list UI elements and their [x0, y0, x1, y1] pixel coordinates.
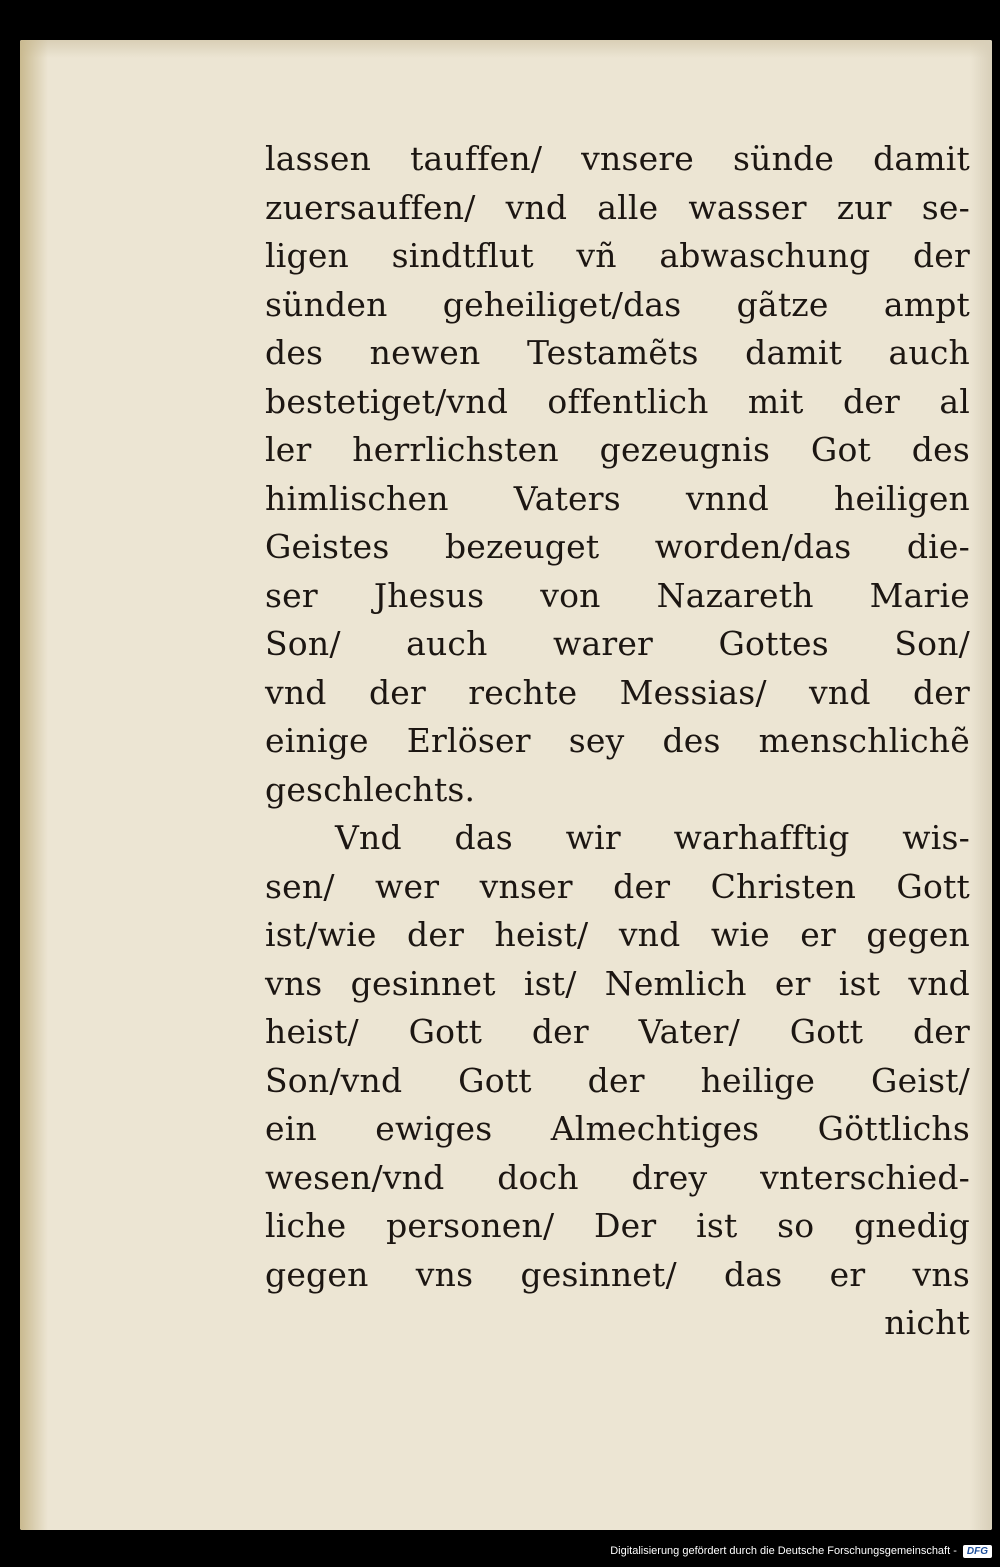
text-line-7: ler herrlichsten gezeugnis Got des: [265, 430, 970, 469]
text-line-21: ein ewiges Almechtiges Göttlichs: [265, 1109, 970, 1148]
footer-text: Digitalisierung gefördert durch die Deutsche Forschungsgemeinschaft -: [610, 1545, 957, 1557]
text-line-12: vnd der rechte Messias/ vnd der: [265, 672, 970, 712]
book-page: [20, 40, 992, 1530]
page-right-shadow: [970, 40, 992, 1530]
text-line-15: Vnd das wir warhafftig wis-: [335, 818, 970, 857]
page-top-shadow: [20, 40, 992, 58]
text-line-8: himlischen Vaters vnnd heiligen: [265, 478, 970, 518]
text-line-20: Son/vnd Gott der heilige Geist/: [265, 1060, 970, 1100]
text-line-19: heist/ Gott der Vater/ Gott der: [265, 1012, 970, 1051]
dfg-logo-icon: DFG: [963, 1545, 992, 1558]
catchword: nicht: [884, 1303, 970, 1342]
text-line-5: des newen Testamẽts damit auch: [265, 333, 970, 372]
text-line-1: lassen tauffen/ vnsere sünde damit: [265, 139, 970, 178]
text-line-10: ser Jhesus von Nazareth Marie: [265, 575, 970, 615]
text-line-16: sen/ wer vnser der Christen Gott: [265, 866, 970, 906]
text-line-4: sünden geheiliget/das gãtze ampt: [265, 284, 970, 324]
text-line-23: liche personen/ Der ist so gnedig: [265, 1206, 970, 1245]
text-line-6: bestetiget/vnd offentlich mit der al: [265, 381, 970, 421]
footer-credit: [610, 1539, 992, 1563]
text-line-24: gegen vns gesinnet/ das er vns: [265, 1254, 970, 1294]
page-left-shadow: [20, 40, 48, 1530]
text-line-3: ligen sindtflut vñ abwaschung der: [265, 236, 970, 275]
text-line-11: Son/ auch warer Gottes Son/: [265, 624, 970, 663]
text-line-14: geschlechts.: [265, 769, 476, 809]
text-line-9: Geistes bezeuget worden/das die-: [265, 527, 970, 566]
page-text-block: [265, 135, 970, 1348]
text-line-13: einige Erlöser sey des menschlichẽ: [265, 721, 970, 760]
text-line-18: vns gesinnet ist/ Nemlich er ist vnd: [265, 963, 970, 1003]
text-line-22: wesen/vnd doch drey vnterschied-: [265, 1157, 970, 1197]
text-line-2: zuersauffen/ vnd alle wasser zur se-: [265, 187, 970, 227]
text-line-17: ist/wie der heist/ vnd wie er gegen: [265, 915, 970, 954]
